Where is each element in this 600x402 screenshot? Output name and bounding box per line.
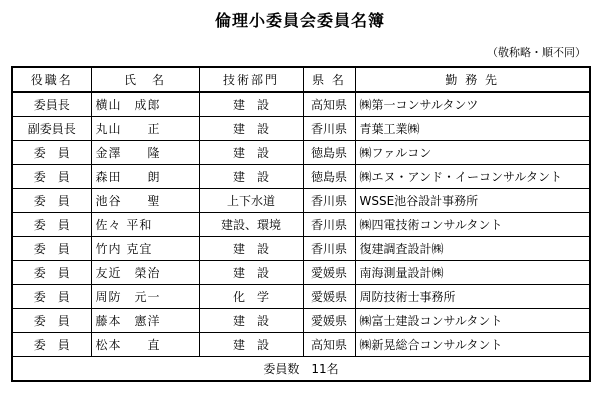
dept-cell: 建 設 (199, 117, 303, 141)
dept-cell: 上下水道 (199, 189, 303, 213)
table-row (12, 189, 590, 213)
dept-cell: 建 設 (199, 333, 303, 357)
name-cell: 森田 朗 (91, 165, 199, 189)
pref-cell: 香川県 (303, 213, 355, 237)
work-cell: ㈱富士建設コンサルタント (355, 309, 590, 333)
dept-cell: 建 設 (199, 165, 303, 189)
name-cell: 池谷 聖 (91, 189, 199, 213)
role-cell: 委 員 (12, 333, 91, 357)
name-cell: 竹内 克宜 (91, 237, 199, 261)
pref-cell: 高知県 (303, 92, 355, 117)
table-row (12, 165, 590, 189)
pref-cell: 愛媛県 (303, 261, 355, 285)
table-row (12, 285, 590, 309)
dept-cell: 化 学 (199, 285, 303, 309)
work-cell: ㈱エヌ・アンド・イーコンサルタント (355, 165, 590, 189)
dept-cell: 建 設 (199, 237, 303, 261)
role-cell: 副委員長 (12, 117, 91, 141)
role-cell: 委 員 (12, 189, 91, 213)
name-cell: 友近 榮治 (91, 261, 199, 285)
name-cell: 丸山 正 (91, 117, 199, 141)
dept-cell: 建 設 (199, 309, 303, 333)
role-cell: 委 員 (12, 141, 91, 165)
header-pref: 県 名 (303, 67, 355, 92)
pref-cell: 徳島県 (303, 141, 355, 165)
role-cell: 委 員 (12, 285, 91, 309)
role-cell: 委員長 (12, 92, 91, 117)
table-row (12, 117, 590, 141)
table-row (12, 141, 590, 165)
work-cell: ㈱ファルコン (355, 141, 590, 165)
dept-cell: 建 設 (199, 141, 303, 165)
work-cell: 周防技術士事務所 (355, 285, 590, 309)
work-cell: ㈱新晃総合コンサルタント (355, 333, 590, 357)
work-cell: ㈱四電技術コンサルタント (355, 213, 590, 237)
work-cell: ㈱第一コンサルタンツ (355, 92, 590, 117)
dept-cell: 建 設 (199, 92, 303, 117)
name-cell: 金澤 隆 (91, 141, 199, 165)
pref-cell: 愛媛県 (303, 309, 355, 333)
total-row (12, 357, 590, 382)
work-cell: 青葉工業㈱ (355, 117, 590, 141)
dept-cell: 建設、環境 (199, 213, 303, 237)
header-role: 役職名 (12, 67, 91, 92)
role-cell: 委 員 (12, 309, 91, 333)
header-name: 氏 名 (91, 67, 199, 92)
pref-cell: 高知県 (303, 333, 355, 357)
pref-cell: 香川県 (303, 237, 355, 261)
table-header-row (12, 67, 590, 92)
member-count: 委員数 11名 (12, 357, 590, 382)
pref-cell: 香川県 (303, 189, 355, 213)
pref-cell: 香川県 (303, 117, 355, 141)
table-row (12, 213, 590, 237)
name-cell: 周防 元一 (91, 285, 199, 309)
name-cell: 横山 成郎 (91, 92, 199, 117)
table-row (12, 309, 590, 333)
role-cell: 委 員 (12, 165, 91, 189)
header-work: 勤 務 先 (355, 67, 590, 92)
dept-cell: 建 設 (199, 261, 303, 285)
name-cell: 藤本 憲洋 (91, 309, 199, 333)
role-cell: 委 員 (12, 213, 91, 237)
table-row (12, 261, 590, 285)
header-dept: 技術部門 (199, 67, 303, 92)
table-row (12, 333, 590, 357)
table-row (12, 92, 590, 117)
work-cell: WSSE池谷設計事務所 (355, 189, 590, 213)
role-cell: 委 員 (12, 237, 91, 261)
name-cell: 佐々 平和 (91, 213, 199, 237)
role-cell: 委 員 (12, 261, 91, 285)
member-table (11, 66, 591, 382)
pref-cell: 徳島県 (303, 165, 355, 189)
document-title: 倫理小委員会委員名簿 (214, 11, 385, 30)
work-cell: 南海測量設計㈱ (355, 261, 590, 285)
name-cell: 松本 直 (91, 333, 199, 357)
honorific-note: （敬称略・順不同） (487, 46, 586, 59)
pref-cell: 愛媛県 (303, 285, 355, 309)
work-cell: 復建調査設計㈱ (355, 237, 590, 261)
table-row (12, 237, 590, 261)
